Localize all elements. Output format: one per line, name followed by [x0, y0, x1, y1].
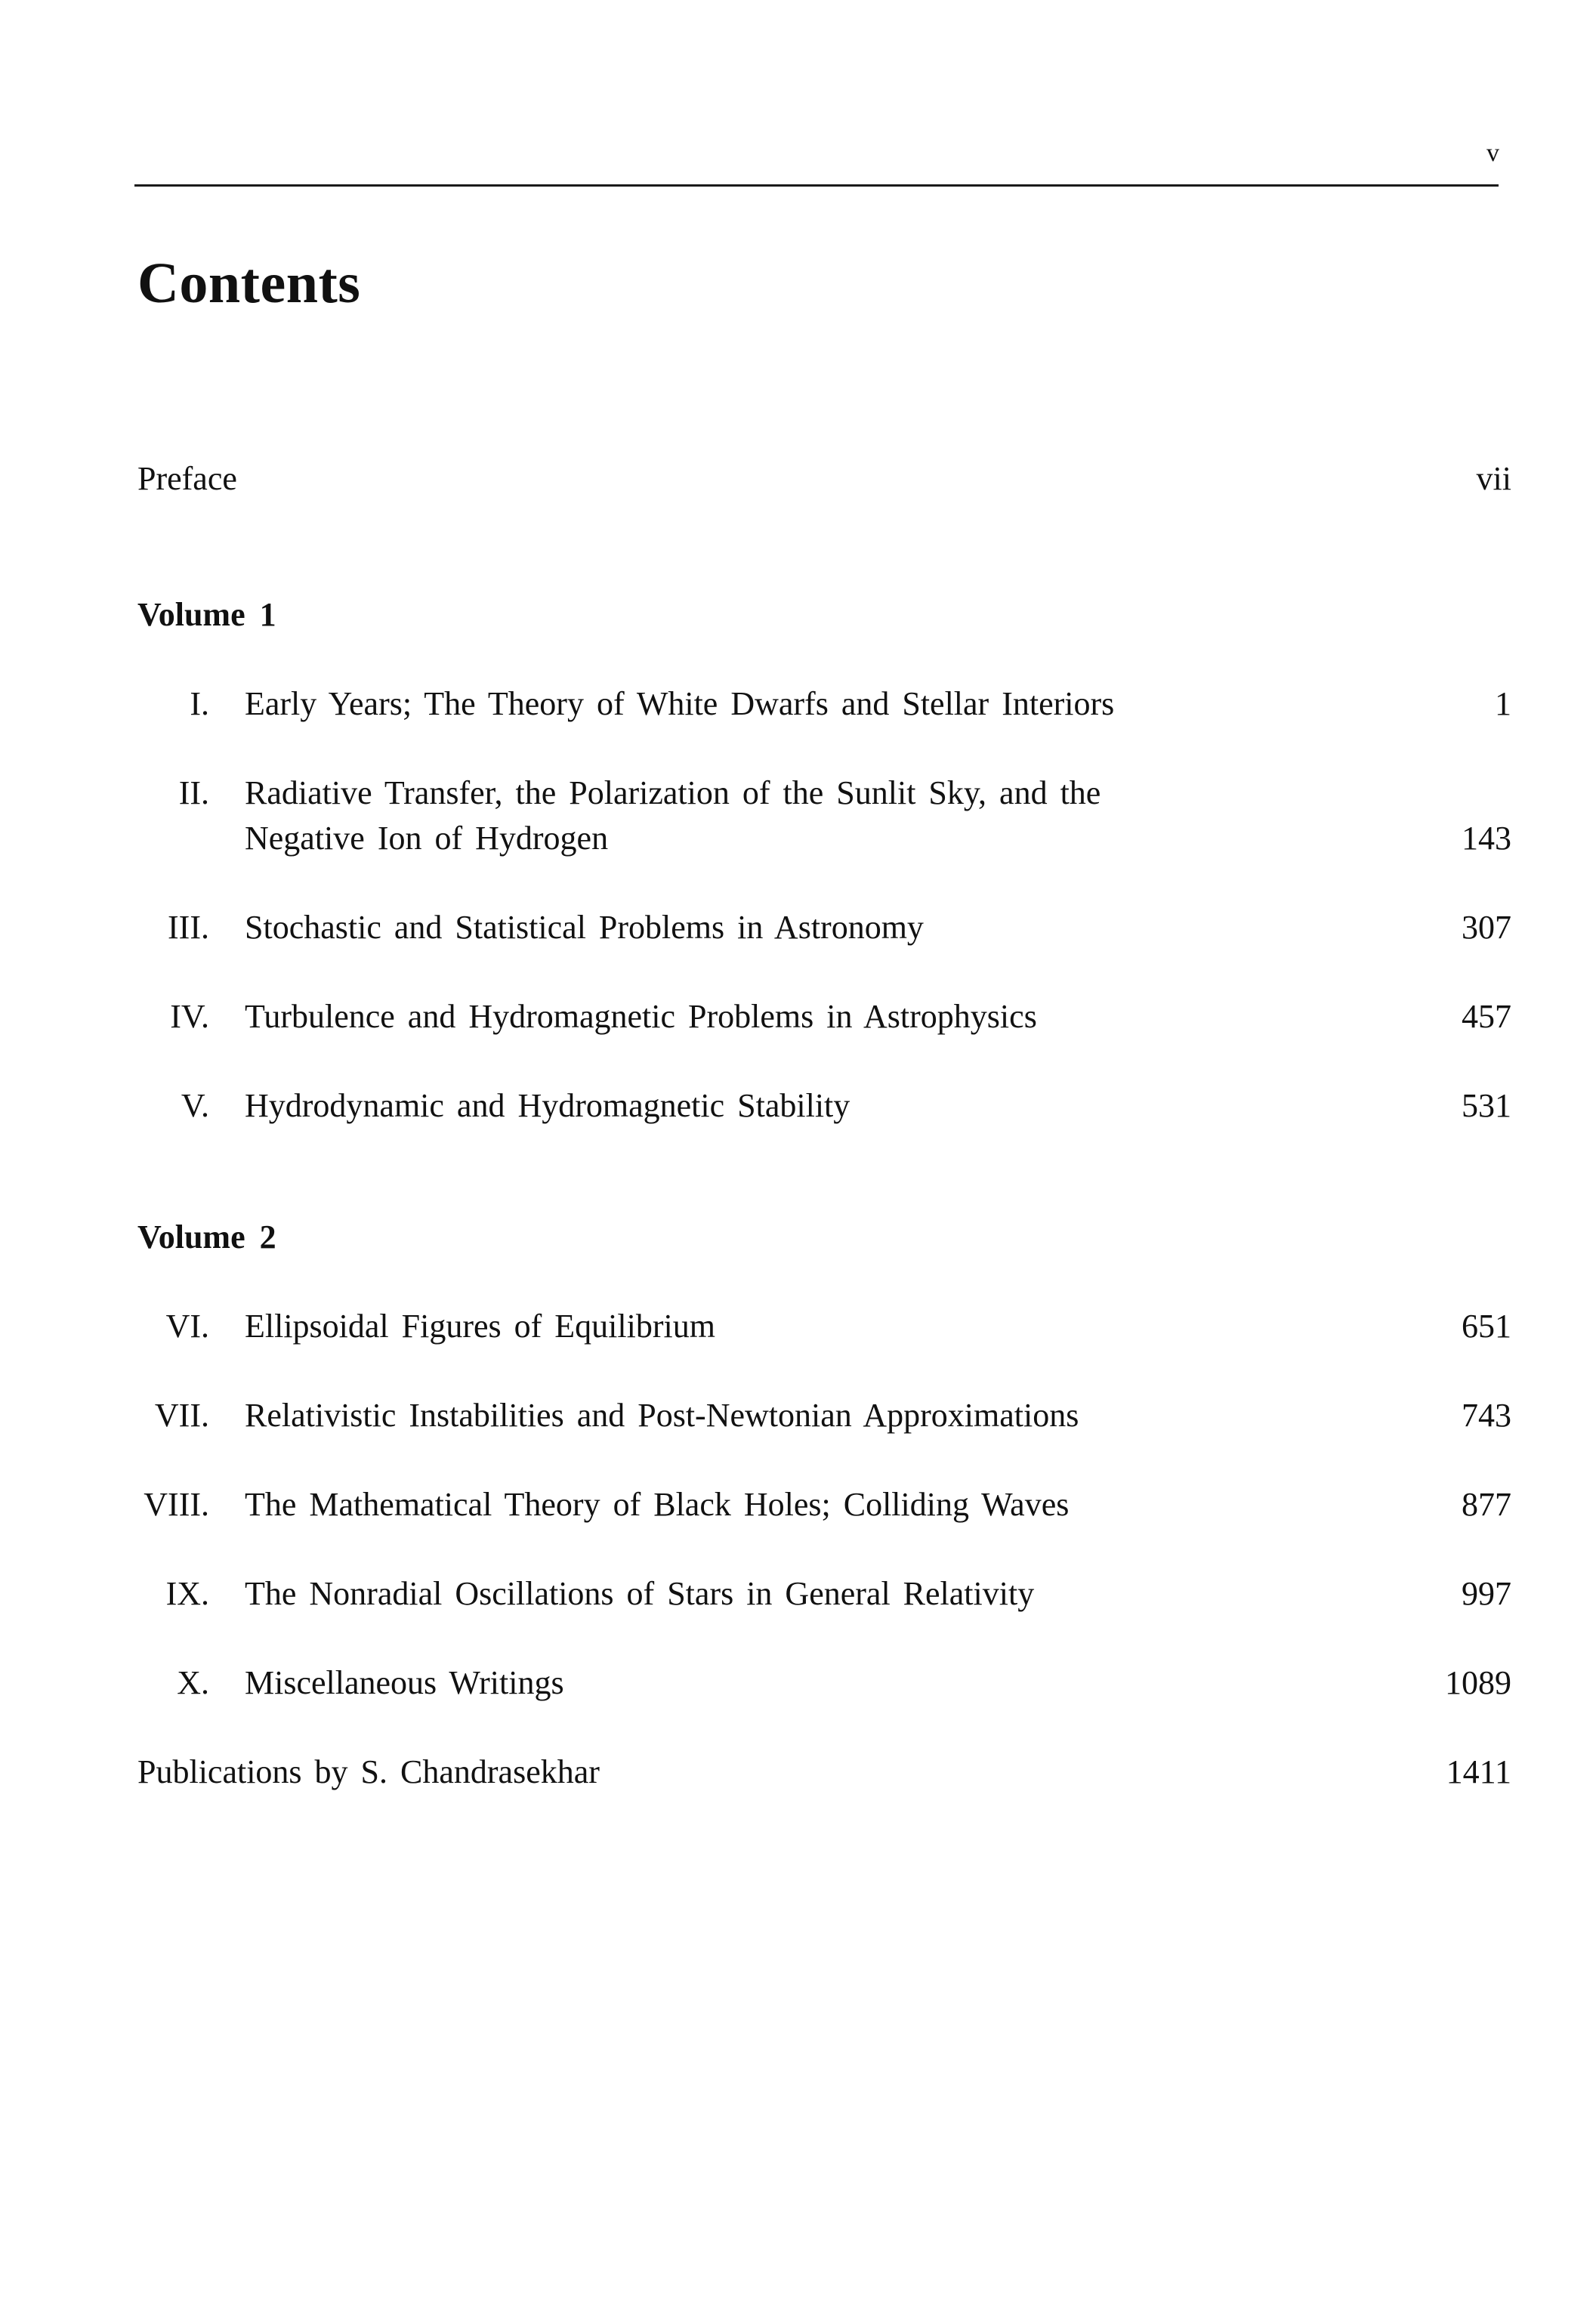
toc-entry-title: Publications by S. Chandrasekhar — [137, 1753, 600, 1790]
toc-entry-page: 877 — [1462, 1486, 1511, 1523]
toc-entry-numeral: IV. — [170, 998, 209, 1035]
toc-entry-title-line-2: Negative Ion of Hydrogen — [245, 820, 609, 857]
toc-entry-title: Preface — [137, 460, 237, 497]
toc-entry-numeral: III. — [168, 909, 209, 946]
toc-entry-page: 651 — [1462, 1308, 1511, 1345]
toc-entry-page: 307 — [1462, 909, 1511, 946]
toc-entry-numeral: IX. — [165, 1575, 209, 1612]
toc-entry-page: 457 — [1462, 998, 1511, 1035]
toc-entry-title: Turbulence and Hydromagnetic Problems in Astrophysics — [245, 998, 1037, 1035]
toc-entry-numeral: I. — [190, 685, 209, 722]
toc-entry-title: Early Years; The Theory of White Dwarfs and Stellar Interiors — [245, 685, 1115, 722]
toc-entry-title: The Mathematical Theory of Black Holes; Colliding Waves — [245, 1486, 1070, 1523]
toc-entry-title: Miscellaneous Writings — [245, 1664, 564, 1701]
toc-entry-page: 997 — [1462, 1575, 1511, 1612]
volume-heading-1: Volume 1 — [137, 596, 276, 633]
toc-entry-numeral: VII. — [154, 1397, 209, 1434]
toc-entry-title: Relativistic Instabilities and Post-Newtonian Approximations — [245, 1397, 1079, 1434]
toc-entry-page: 1411 — [1446, 1753, 1511, 1790]
toc-entry-numeral: V. — [181, 1087, 209, 1124]
toc-entry-title: Hydrodynamic and Hydromagnetic Stability — [245, 1087, 850, 1124]
toc-entry-page: vii — [1476, 460, 1511, 497]
toc-entry-numeral: VI. — [165, 1308, 209, 1345]
toc-entry-title: Ellipsoidal Figures of Equilibrium — [245, 1308, 715, 1345]
toc-entry-page: 531 — [1462, 1087, 1511, 1124]
toc-entry-title-line-1: Radiative Transfer, the Polarization of the Sunlit Sky, and the — [245, 774, 1101, 811]
toc-entry-title: Stochastic and Statistical Problems in Astronomy — [245, 909, 924, 946]
toc-entry-title: The Nonradial Oscillations of Stars in General Relativity — [245, 1575, 1035, 1612]
toc-entry-numeral: X. — [177, 1664, 209, 1701]
page-number: v — [1486, 139, 1499, 167]
toc-entry-page: 1089 — [1445, 1664, 1511, 1701]
volume-heading-2: Volume 2 — [137, 1218, 276, 1256]
toc-entry-page: 1 — [1495, 685, 1511, 722]
toc-entry-numeral: II. — [178, 774, 209, 811]
page-title: Contents — [137, 252, 361, 315]
header-rule — [134, 184, 1499, 187]
toc-entry-numeral: VIII. — [144, 1486, 209, 1523]
toc-entry-page: 143 — [1462, 820, 1511, 857]
toc-entry-page: 743 — [1462, 1397, 1511, 1434]
